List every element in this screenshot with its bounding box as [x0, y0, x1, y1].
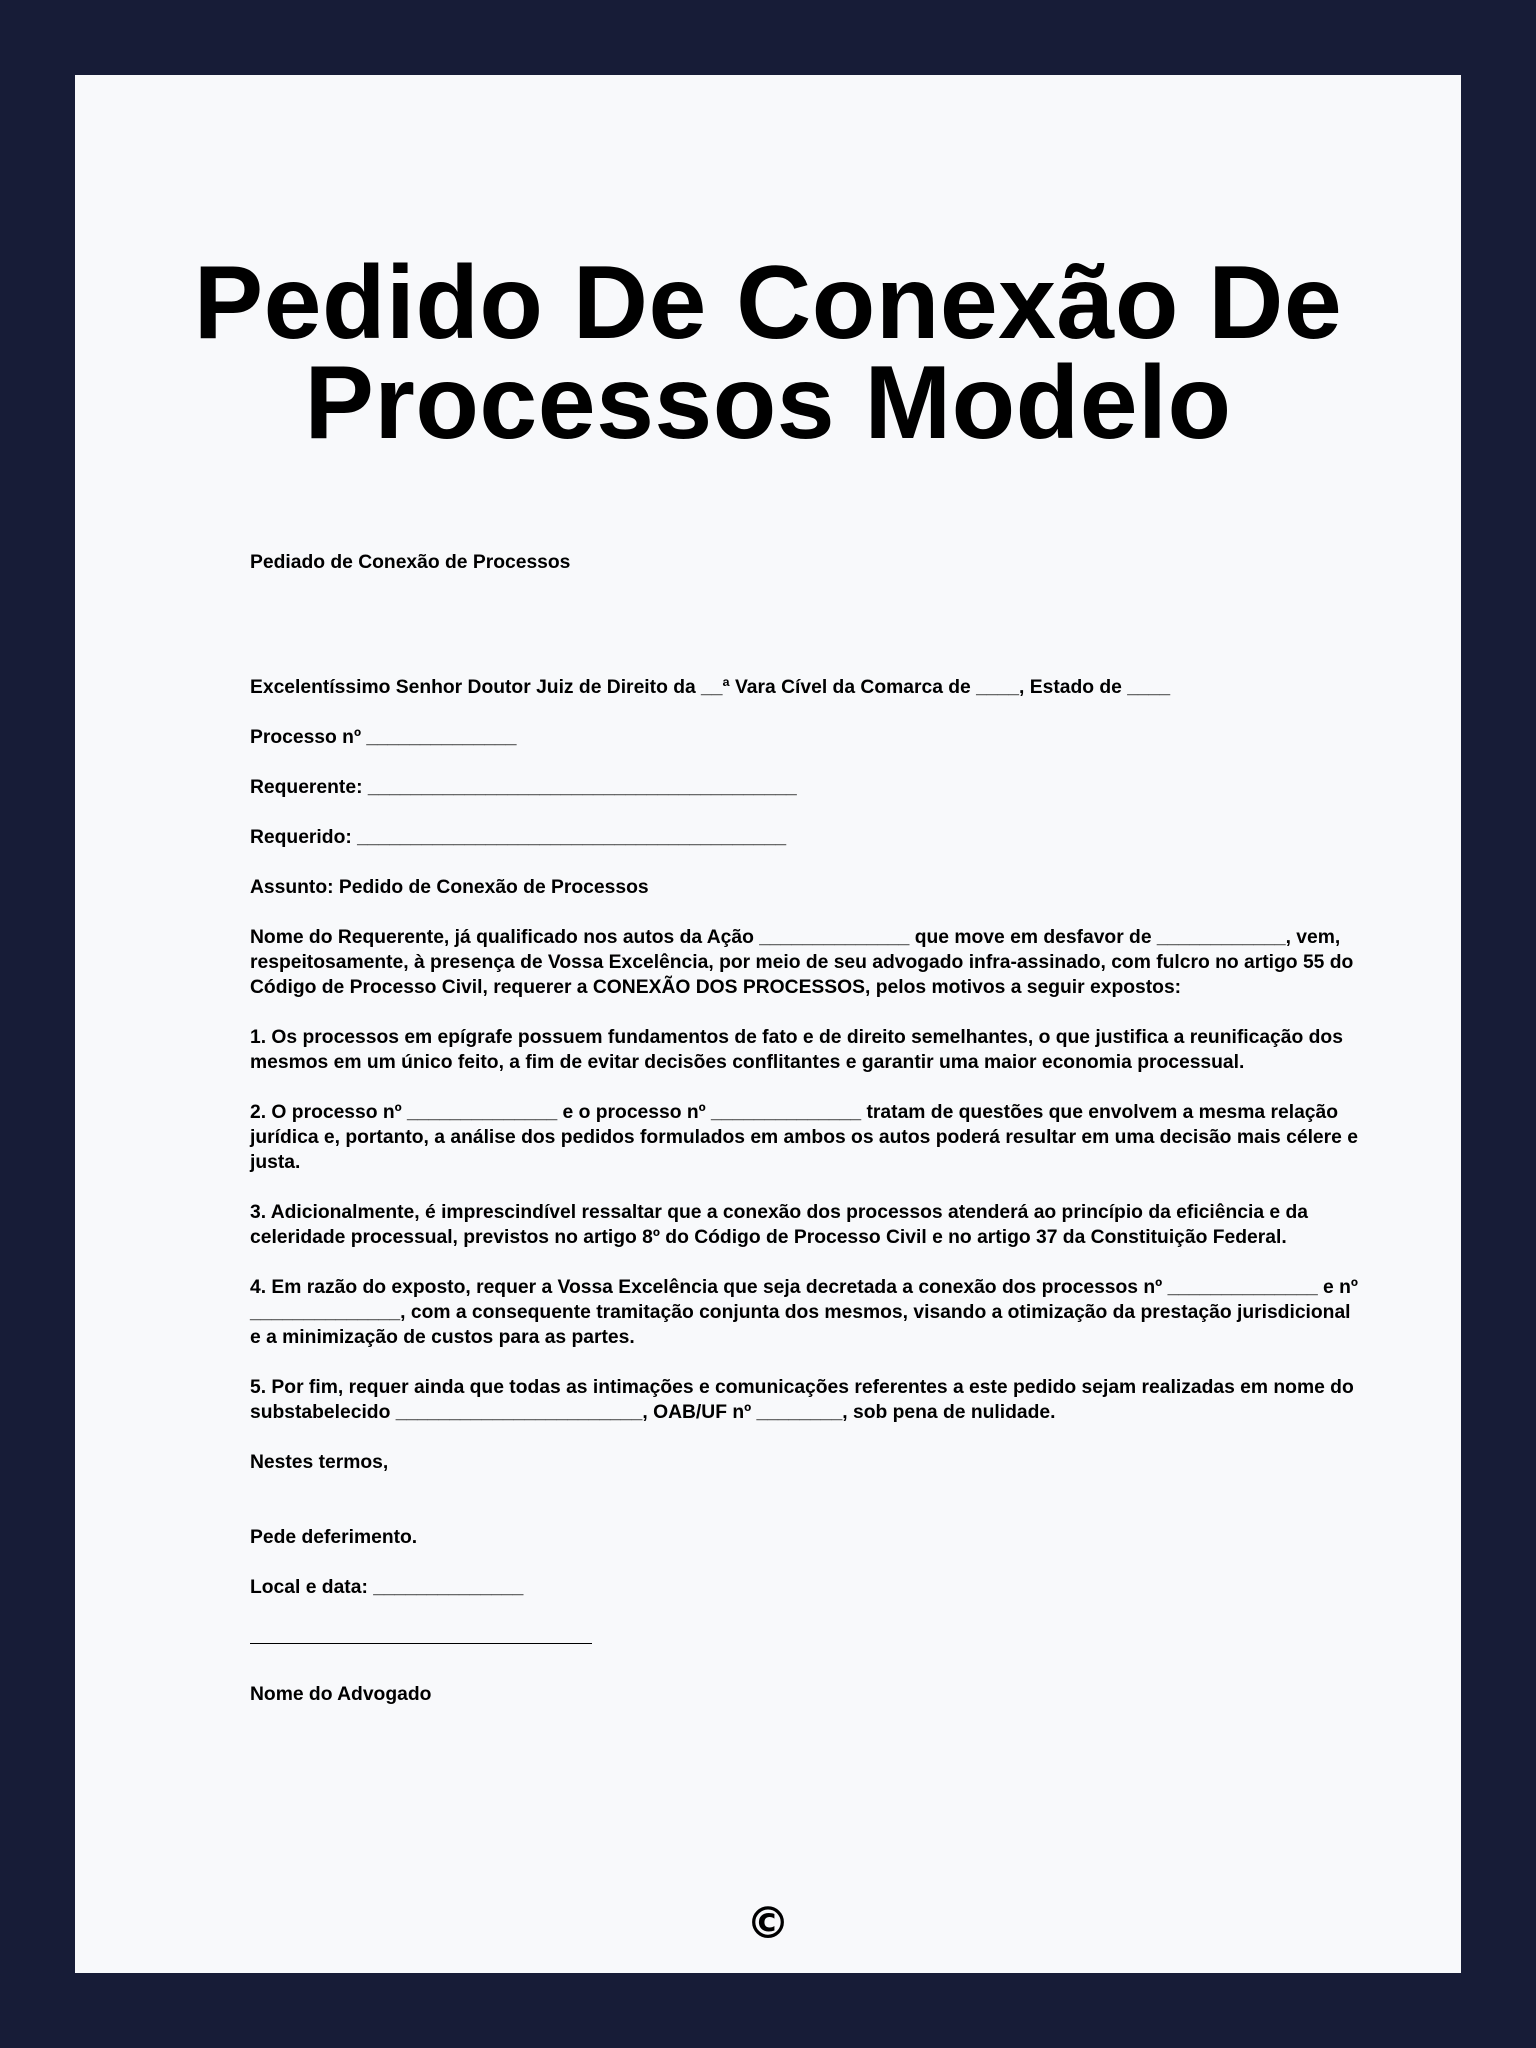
requerente-field: Requerente: ________________________________________: [250, 777, 797, 798]
closing-nestes-termos: Nestes termos,: [250, 1452, 389, 1473]
addressee-line: Excelentíssimo Senhor Doutor Juiz de Direito da __ª Vara Cível da Comarca de ____, Estado de ____: [250, 677, 1171, 698]
item-4-paragraph: 4. Em razão do exposto, requer a Vossa Excelência que seja decretada a conexão dos processos nº ______________ e nº ______________, com a consequente tramitação conjunta dos mesmos, visando a otimização da prestação jurisdicional e a minimização de custos para as partes.: [250, 1277, 1358, 1348]
item-2-paragraph: 2. O processo nº ______________ e o processo nº ______________ tratam de questões que envolvem a mesma relação jurídica e, portanto, a análise dos pedidos formulados em ambos os autos poderá resultar em uma decisão mais célere e justa.: [250, 1102, 1358, 1173]
item-3-paragraph: 3. Adicionalmente, é imprescindível ressaltar que a conexão dos processos atenderá ao princípio da eficiência e da celeridade processual, previstos no artigo 8º do Código de Processo Civil e no artigo 37 da Constituição Federal.: [250, 1202, 1309, 1248]
local-data-field: Local e data: ______________: [250, 1577, 524, 1598]
signature-line: [250, 1625, 592, 1644]
document-heading: Pediado de Conexão de Processos: [250, 552, 571, 573]
item-1-paragraph: 1. Os processos em epígrafe possuem fundamentos de fato e de direito semelhantes, o que justifica a reunificação dos mesmos em um único feito, a fim de evitar decisões conflitantes e garantir uma maior economia processual.: [250, 1027, 1343, 1073]
requerido-field: Requerido: ________________________________________: [250, 827, 787, 848]
processo-field: Processo nº ______________: [250, 727, 517, 748]
document-page: [75, 75, 1461, 1973]
intro-paragraph: Nome do Requerente, já qualificado nos autos da Ação ______________ que move em desfavor de ____________, vem, respeitosamente, à presença de Vossa Excelência, por meio de seu advogado infra-assinado, com fulcro no artigo 55 do Código de Processo Civil, requerer a CONEXÃO DOS PROCESSOS, pelos motivos a seguir expostos:: [250, 927, 1354, 998]
item-5-paragraph: 5. Por fim, requer ainda que todas as intimações e comunicações referentes a este pedido sejam realizadas em nome do substabelecido _______________________, OAB/UF nº ________, sob pena de nulidade.: [250, 1377, 1354, 1423]
lawyer-name: Nome do Advogado: [250, 1684, 432, 1705]
page-title: Pedido De Conexão De Processos Modelo: [193, 245, 1343, 461]
closing-pede-deferimento: Pede deferimento.: [250, 1527, 418, 1548]
copyright-symbol: ©: [746, 1898, 790, 1949]
assunto-line: Assunto: Pedido de Conexão de Processos: [250, 877, 649, 898]
document-body: [250, 550, 1365, 1707]
copyright-icon: [75, 1898, 1461, 1949]
